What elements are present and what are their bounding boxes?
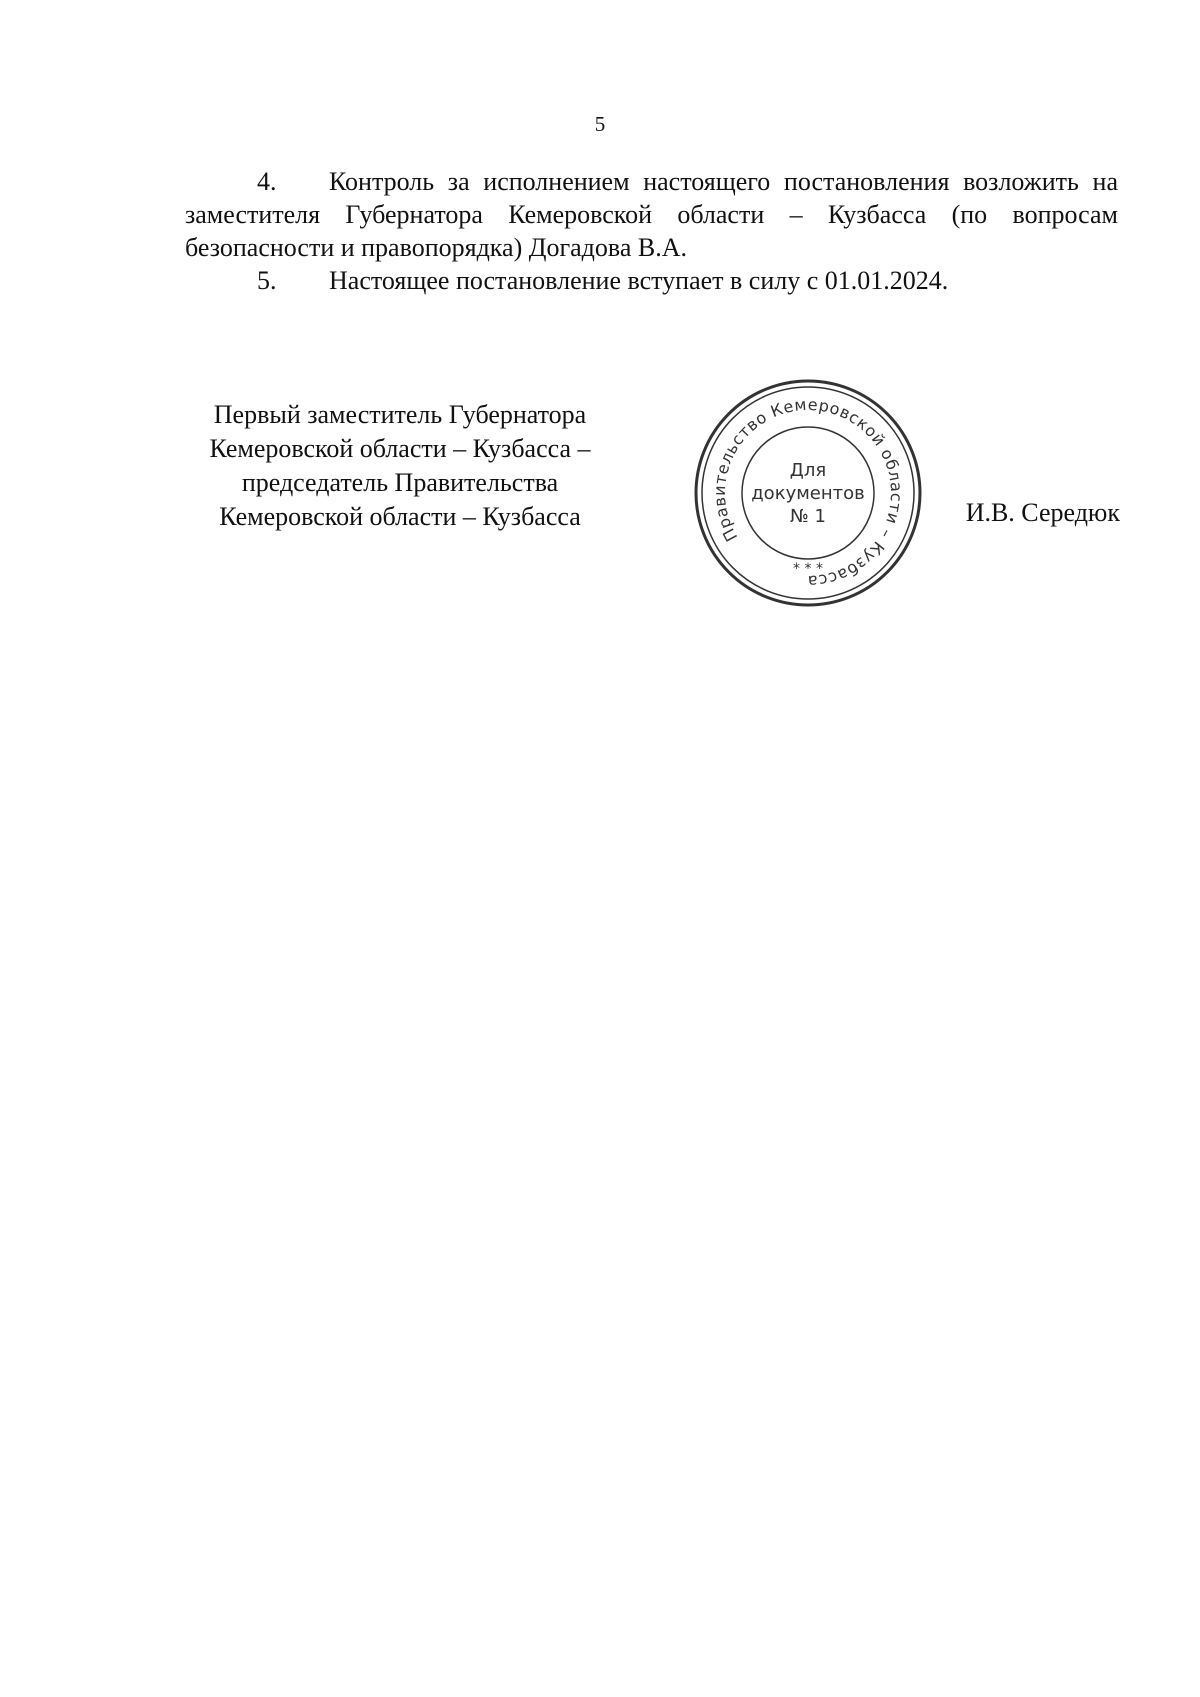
- body-text: [185, 165, 1118, 297]
- paragraph-4: [185, 165, 1118, 264]
- signer-name: И.В. Середюк: [965, 498, 1120, 527]
- signer-position-line: Первый заместитель Губернатора: [213, 400, 587, 429]
- svg-text:№ 1: № 1: [790, 506, 826, 527]
- paragraph-5: [185, 264, 1118, 297]
- svg-text:Для: Для: [789, 460, 827, 481]
- paragraph-text: Контроль за исполнением настоящего постановления возложить на заместителя Губернатора Кемеровской области – Кузбасса (по вопросам безопасности и правопорядка) Догадова В.А.: [185, 167, 1118, 262]
- page-number: 5: [594, 112, 606, 136]
- paragraph-number: 5.: [257, 266, 277, 295]
- paragraph-number: 4.: [257, 167, 277, 196]
- svg-text:* * *: * * *: [793, 561, 823, 577]
- signer-position-line: Кемеровской области – Кузбасса –: [209, 434, 591, 463]
- paragraph-text: Настоящее постановление вступает в силу с 01.01.2024.: [329, 266, 949, 295]
- signer-position-line: Кемеровской области – Кузбасса: [219, 502, 581, 531]
- signer-position: [170, 398, 630, 534]
- official-stamp: [688, 373, 928, 613]
- svg-text:документов: документов: [751, 483, 865, 504]
- signer-position-line: председатель Правительства: [241, 468, 559, 497]
- svg-text:Правительство Кемеровской обла: Правительство Кемеровской области – Кузбасса: [709, 394, 907, 592]
